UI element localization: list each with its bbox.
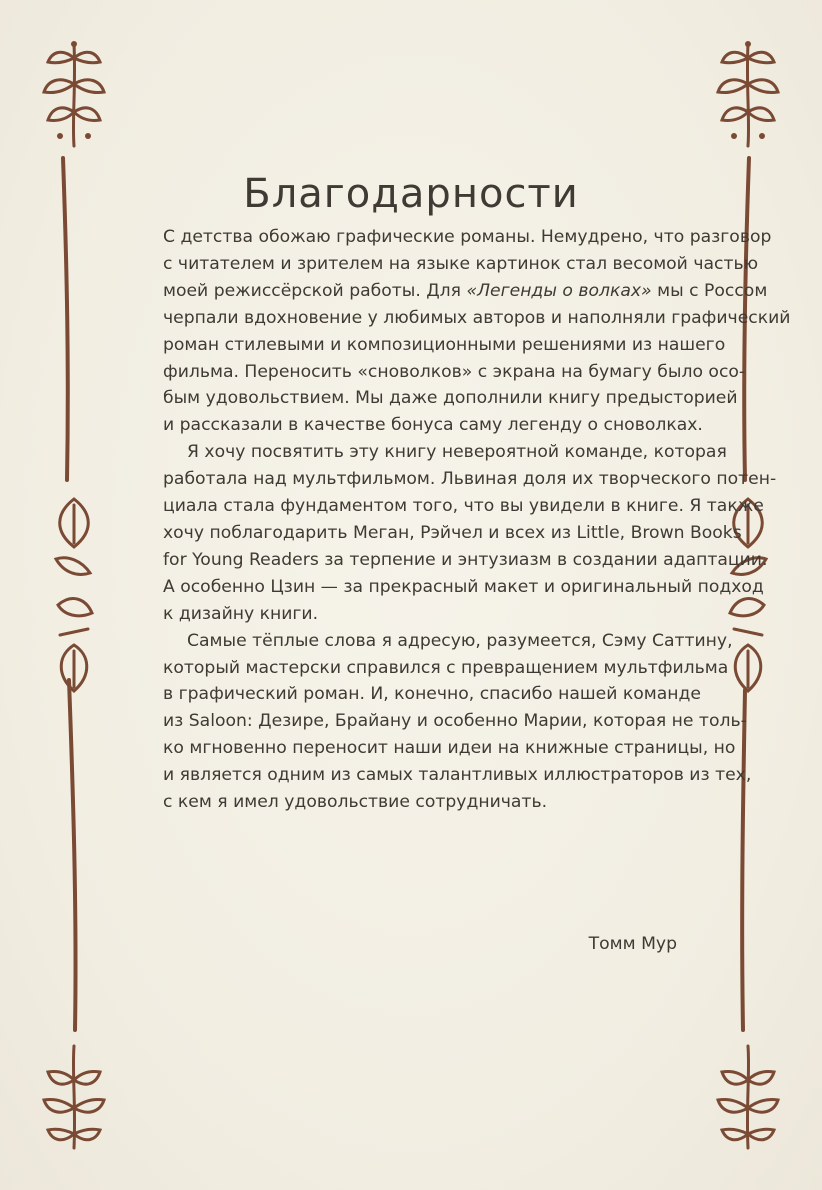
text-line: фильма. Переносить «сноволков» с экрана на бумагу было осо- [163,361,746,382]
book-title: «Легенды о волках» [466,280,652,301]
floral-sprig-icon [38,38,110,150]
text-line: и является одним из самых талантливых иллюстраторов из тех, [163,765,752,786]
text-line-head: моей режиссёрской работы. Для [163,280,467,301]
floral-sprig-icon [38,1042,110,1154]
text-line: Самые тёплые слова я адресую, разумеется, Сэму Саттину, [187,630,733,651]
floral-sprig-icon [712,38,784,150]
acknowledgements-body [163,224,791,816]
text-line: С детства обожаю графические романы. Немудрено, что разговор [163,227,772,247]
text-line: и рассказали в качестве бонуса саму легенду о сноволках. [163,415,703,436]
author-signature: Томм Мур [588,934,677,954]
text-line: который мастерски справился с превращением мультфильма [163,657,729,678]
text-line: циала стала фундаментом того, что вы увидели в книге. Я также [163,496,764,517]
text-line: работала над мультфильмом. Львиная доля их творческого потен- [163,469,777,490]
text-line: роман стилевыми и композиционными решениями из нашего [163,334,726,355]
text-line: из Saloon: Дезире, Брайану и особенно Марии, которая не толь- [163,711,747,732]
text-line: Я хочу посвятить эту книгу невероятной команде, которая [187,442,727,463]
text-line: в графический роман. И, конечно, спасибо нашей команде [163,684,701,705]
paragraph-1 [163,224,791,439]
paragraph-2 [163,439,777,627]
text-line: к дизайну книги. [163,603,319,624]
page-title: Благодарности [243,170,579,217]
text-line: с читателем и зрителем на языке картинок стал весомой частью [163,253,759,274]
text-line: бым удовольствием. Мы даже дополнили книгу предысторией [163,388,738,409]
text-line: с кем я имел удовольствие сотрудничать. [163,792,548,813]
text-line: ко мгновенно переносит наши идеи на книжные страницы, но [163,738,736,759]
text-line: А особенно Цзин — за прекрасный макет и оригинальный подход [163,576,764,597]
text-line: хочу поблагодарить Меган, Рэйчел и всех из Little, Brown Books [163,522,742,543]
paragraph-3 [163,628,752,816]
text-line [163,278,768,305]
leaf-cluster-icon [46,495,102,705]
floral-sprig-icon [712,1042,784,1154]
text-line: for Young Readers за терпение и энтузиазм в создании адаптации. [163,549,768,570]
text-line-tail: мы с Россом [651,280,768,301]
text-line: черпали вдохновение у любимых авторов и наполняли графический [163,307,791,328]
